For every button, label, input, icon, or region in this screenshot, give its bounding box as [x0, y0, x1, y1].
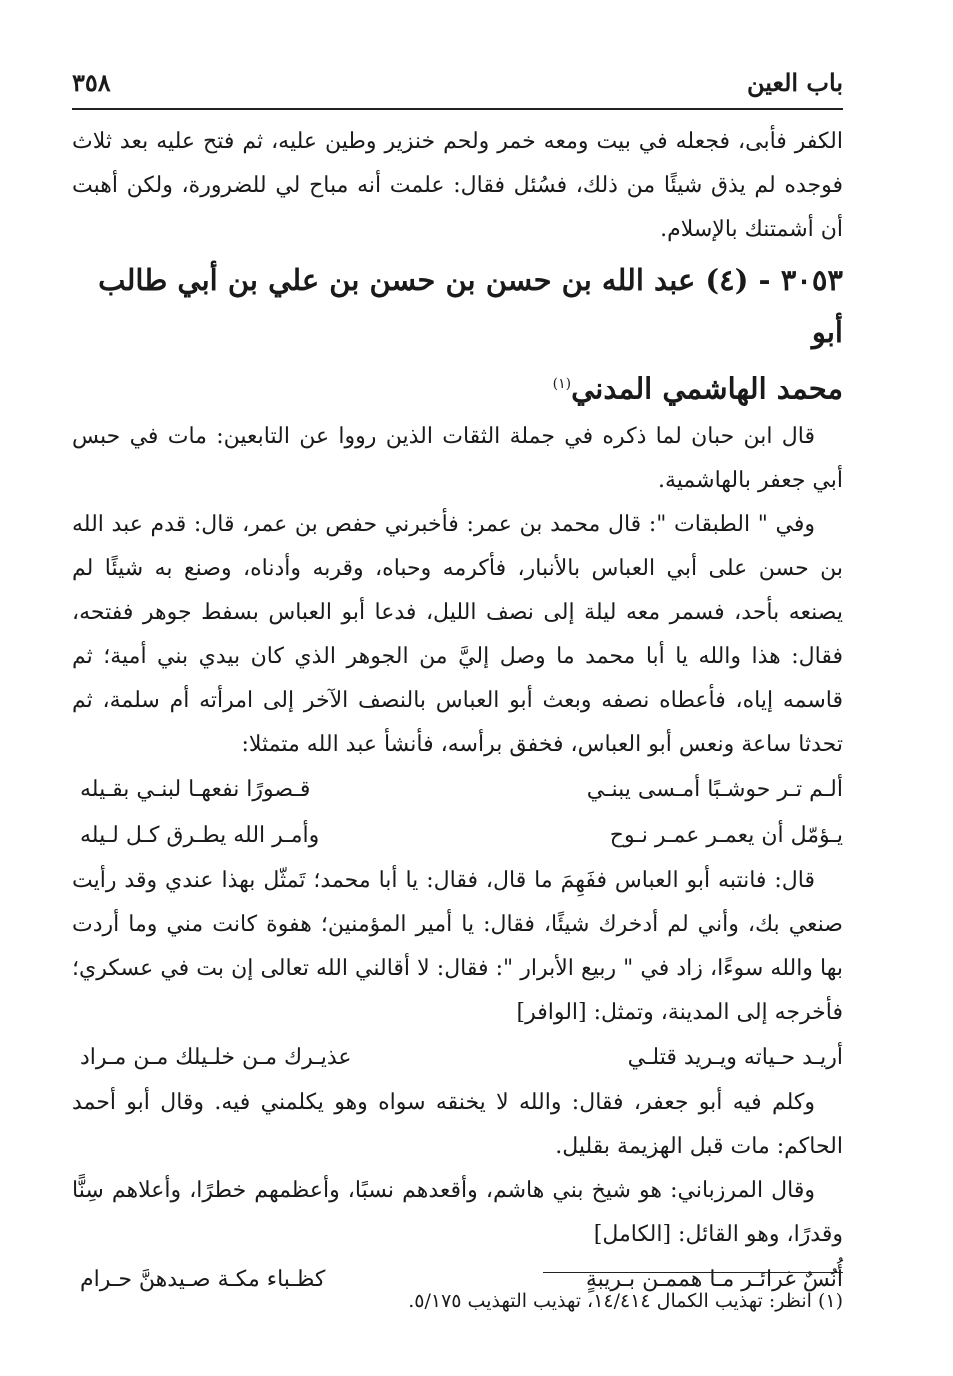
- verse-line: [72, 813, 843, 859]
- entry-heading-line: [72, 358, 843, 415]
- verse-hemistich: يـؤمّل أن يعمـر عمـر نـوح: [609, 822, 843, 848]
- page-header: [72, 64, 843, 106]
- verse-hemistich: قـصورًا نفعهـا لبنـي بقـيله: [80, 776, 311, 802]
- paragraph: الكفر فأبى، فجعله في بيت ومعه خمر ولحم خنزير وطين عليه، ثم فتح عليه بعد ثلاث فوجده لم يذق شيئًا من ذلك، فسُئل فقال: علمت أنه مباح لي للضرورة، ولكن أهبت أن أشمتنك بالإسلام.: [72, 129, 843, 242]
- footnote-divider: [543, 1272, 843, 1273]
- verse-hemistich: أُنُسٌ غرائـر مـا هممـن بـريبةٍ: [585, 1266, 843, 1292]
- paragraph: وقال المرزباني: هو شيخ بني هاشم، وأقعدهم نسبًا، وأعظمهم خطرًا، وأعلاهم سِنًّا وقدرًا، وهو القائل: [الكامل]: [72, 1177, 843, 1247]
- verse-hemistich: أريـد حـياته ويـريد قتلـي: [627, 1044, 843, 1070]
- verse-hemistich: ألـم تـر حوشـبًا أمـسى يبنـي: [586, 776, 843, 802]
- header-divider: [72, 108, 843, 110]
- verse-line: [72, 1035, 843, 1081]
- verse-hemistich: عذيـرك مـن خلـيلك مـن مـراد: [80, 1044, 352, 1070]
- verse-line: [72, 767, 843, 813]
- paragraph: قال ابن حبان لما ذكره في جملة الثقات الذين رووا عن التابعين: مات في حبس أبي جعفر بالهاشمية.: [72, 423, 843, 493]
- page-body: [72, 120, 843, 1303]
- entry-heading: [72, 254, 843, 415]
- entry-heading-line: ٣٠٥٣ - (٤) عبد الله بن حسن بن حسن بن علي بن أبي طالب أبو: [98, 263, 843, 349]
- entry-heading-name: محمد الهاشمي المدني: [571, 371, 843, 406]
- chapter-title: باب العين: [746, 68, 843, 97]
- page-number: ٣٥٨: [72, 68, 111, 97]
- paragraph: قال: فانتبه أبو العباس ففَهِمَ ما قال، فقال: يا أبا محمد؛ تَمثّل بهذا عندي وقد رأيت صنعي بك، وأني لم أدخرك شيئًا، فقال: يا أمير المؤمنين؛ هفوة كانت مني وما أردت بها والله سوءًا، زاد في " ربيع الأبرار ": فقال: لا أقالني الله تعالى إن بت في عسكري؛ فأخرجه إلى المدينة، وتمثل: [الوافر]: [72, 867, 843, 1025]
- paragraph: وكلم فيه أبو جعفر، فقال: والله لا يخنقه سواه وهو يكلمني فيه. وقال أبو أحمد الحاكم: مات قبل الهزيمة بقليل.: [72, 1089, 843, 1159]
- footnote-ref: (١): [552, 376, 572, 392]
- verse-hemistich: وأمـر الله يطـرق كـل لـيله: [80, 822, 320, 848]
- footnote: (١) انظر: تهذيب الكمال ١٤/٤١٤، تهذيب التهذيب ٥/١٧٥.: [408, 1290, 843, 1312]
- paragraph: وفي " الطبقات ": قال محمد بن عمر: فأخبرني حفص بن عمر، قال: قدم عبد الله بن حسن على أبي العباس بالأنبار، فأكرمه وحباه، وقربه وأدناه، وصنع به شيئًا لم يصنعه بأحد، فسمر معه ليلة إلى نصف الليل، فدعا أبو العباس بسفط جوهر ففتحه، فقال: هذا والله يا أبا محمد ما وصل إليَّ من الجوهر الذي كان بيدي بني أمية؛ ثم قاسمه إياه، فأعطاه نصفه وبعث أبو العباس بالنصف الآخر إلى امرأته أم سلمة، ثم تحدثا ساعة ونعس أبو العباس، فخفق برأسه، فأنشأ عبد الله متمثلا:: [72, 511, 843, 757]
- verse-hemistich: كظـباء مكـة صـيدهنَّ حـرام: [80, 1266, 326, 1292]
